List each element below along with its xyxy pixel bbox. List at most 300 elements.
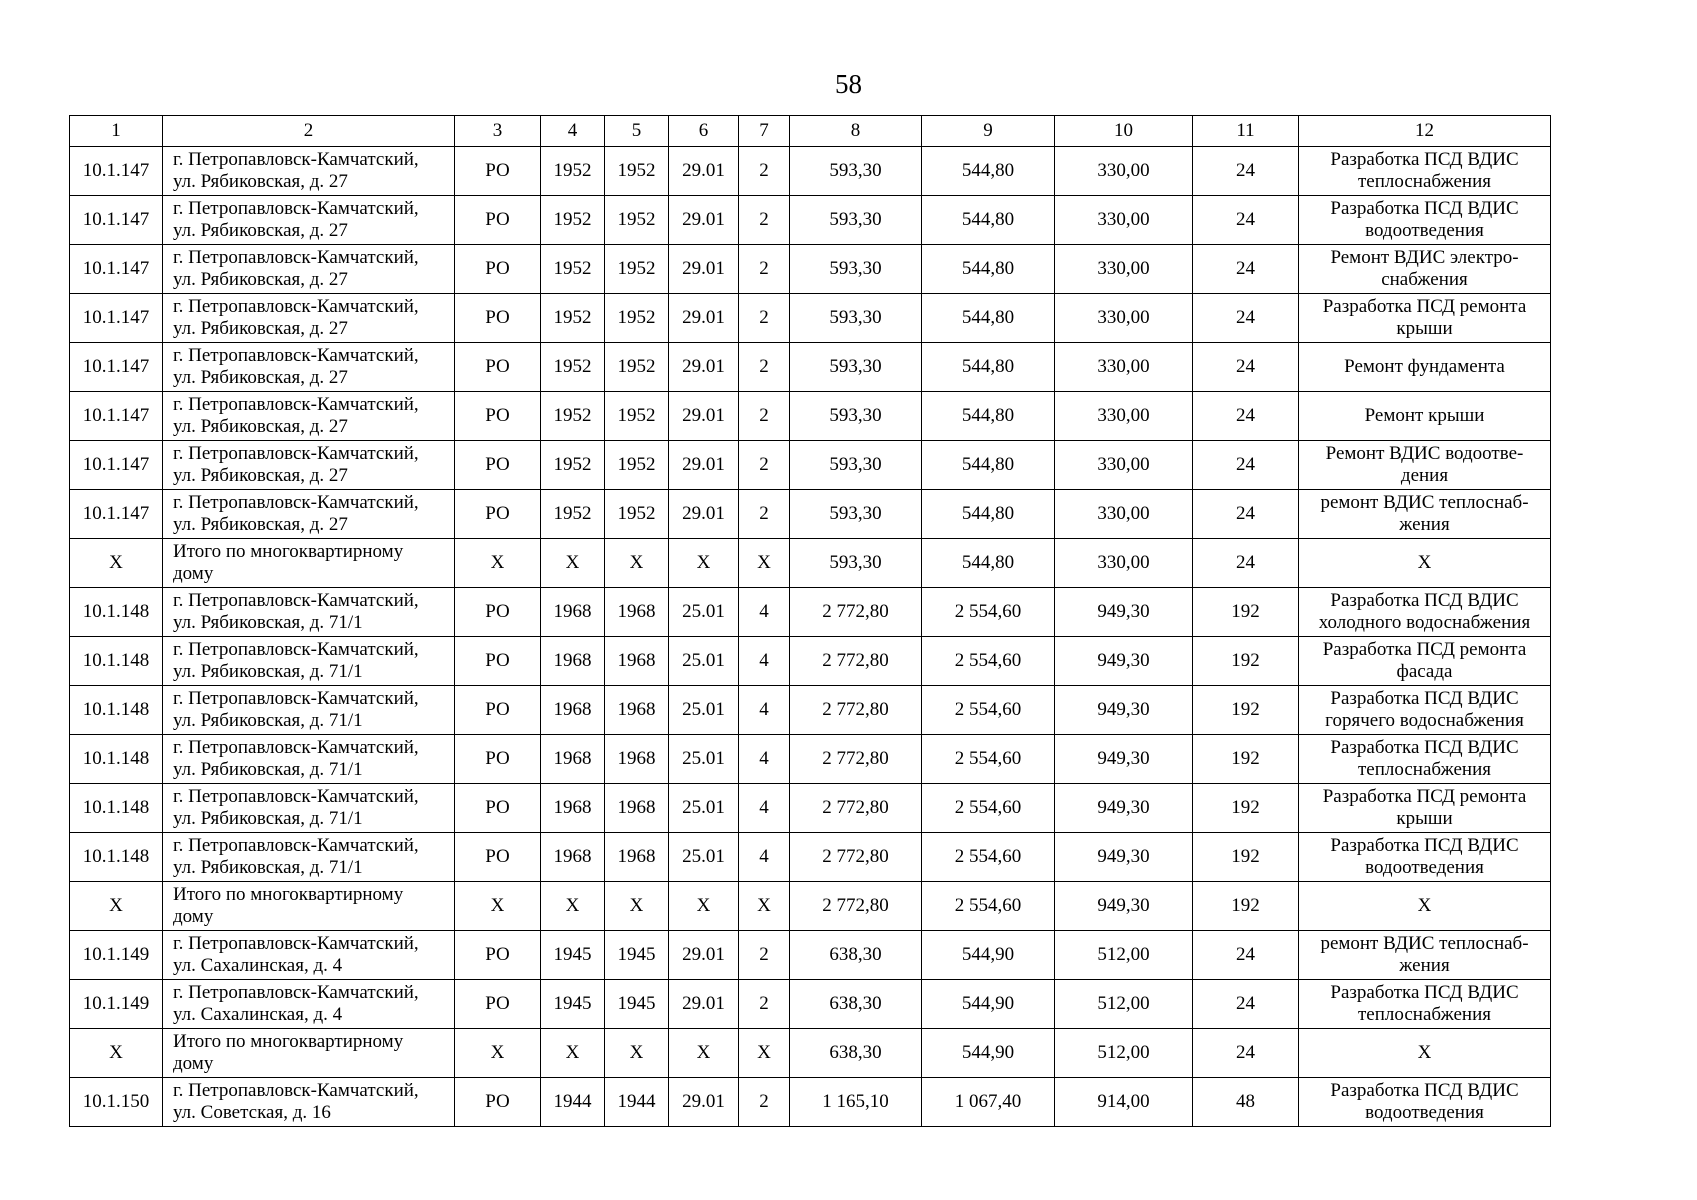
- wall-material-cell: Х: [669, 1029, 739, 1078]
- row-number-cell: 10.1.147: [70, 147, 163, 196]
- row-number-cell: 10.1.147: [70, 441, 163, 490]
- cell-line: снабжения: [1381, 269, 1468, 290]
- year-commissioned-cell: 1968: [605, 735, 669, 784]
- total-area-cell: 593,30: [790, 343, 922, 392]
- cell-line: г. Петропавловск-Камчатский,: [173, 1080, 419, 1101]
- residents-cell: 24: [1193, 245, 1299, 294]
- cell-line: г. Петропавловск-Камчатский,: [173, 492, 419, 513]
- cell-line: Итого по многоквартирному: [173, 884, 404, 905]
- year-built-cell: 1968: [541, 686, 605, 735]
- address-cell: [163, 294, 455, 343]
- cell-line: г. Петропавловск-Камчатский,: [173, 982, 419, 1003]
- residents-cell: 192: [1193, 833, 1299, 882]
- year-built-cell: 1952: [541, 490, 605, 539]
- ownership-cell: Х: [455, 1029, 541, 1078]
- residents-cell: 192: [1193, 784, 1299, 833]
- year-commissioned-cell: 1952: [605, 343, 669, 392]
- residents-cell: 24: [1193, 343, 1299, 392]
- living-area-cell: 2 554,60: [922, 637, 1055, 686]
- cell-line: г. Петропавловск-Камчатский,: [173, 737, 419, 758]
- column-header: 5: [605, 116, 669, 147]
- living-area-cell: 2 554,60: [922, 588, 1055, 637]
- residents-cell: 192: [1193, 686, 1299, 735]
- living-area-cell: 544,90: [922, 1029, 1055, 1078]
- total-area-cell: 593,30: [790, 441, 922, 490]
- address-cell: [163, 147, 455, 196]
- total-area-cell: 1 165,10: [790, 1078, 922, 1127]
- year-built-cell: 1968: [541, 735, 605, 784]
- wall-material-cell: 25.01: [669, 686, 739, 735]
- table-row: [70, 490, 1551, 539]
- residential-area-cell: 330,00: [1055, 441, 1193, 490]
- residential-area-cell: 949,30: [1055, 686, 1193, 735]
- floors-cell: 4: [739, 784, 790, 833]
- row-number-cell: 10.1.149: [70, 931, 163, 980]
- total-area-cell: 638,30: [790, 980, 922, 1029]
- row-number-cell: 10.1.148: [70, 735, 163, 784]
- floors-cell: 2: [739, 441, 790, 490]
- cell-line: г. Петропавловск-Камчатский,: [173, 786, 419, 807]
- wall-material-cell: Х: [669, 882, 739, 931]
- row-number-cell: 10.1.148: [70, 588, 163, 637]
- residential-area-cell: 914,00: [1055, 1078, 1193, 1127]
- year-commissioned-cell: Х: [605, 882, 669, 931]
- work-type-cell: [1299, 392, 1551, 441]
- total-area-cell: 593,30: [790, 392, 922, 441]
- year-commissioned-cell: 1968: [605, 686, 669, 735]
- table-row: [70, 392, 1551, 441]
- living-area-cell: 2 554,60: [922, 882, 1055, 931]
- floors-cell: 2: [739, 490, 790, 539]
- work-type-cell: [1299, 784, 1551, 833]
- cell-line: Разработка ПСД ремонта: [1322, 296, 1527, 317]
- address-cell: [163, 196, 455, 245]
- year-commissioned-cell: 1968: [605, 784, 669, 833]
- table-row: [70, 686, 1551, 735]
- cell-line: Х: [1417, 1042, 1432, 1063]
- year-built-cell: 1945: [541, 980, 605, 1029]
- row-number-cell: 10.1.147: [70, 392, 163, 441]
- year-built-cell: 1944: [541, 1078, 605, 1127]
- year-commissioned-cell: Х: [605, 539, 669, 588]
- residential-area-cell: 512,00: [1055, 1029, 1193, 1078]
- floors-cell: 4: [739, 637, 790, 686]
- cell-line: Разработка ПСД ВДИС: [1330, 198, 1519, 219]
- row-number-cell: 10.1.148: [70, 833, 163, 882]
- column-header: 10: [1055, 116, 1193, 147]
- table-row: [70, 588, 1551, 637]
- cell-line: ул. Рябиковская, д. 71/1: [173, 710, 363, 731]
- address-cell: [163, 784, 455, 833]
- cell-line: г. Петропавловск-Камчатский,: [173, 590, 419, 611]
- residents-cell: 24: [1193, 539, 1299, 588]
- cell-line: ул. Рябиковская, д. 27: [173, 514, 348, 535]
- column-header: 8: [790, 116, 922, 147]
- year-built-cell: Х: [541, 1029, 605, 1078]
- residents-cell: 192: [1193, 588, 1299, 637]
- cell-line: Разработка ПСД ВДИС: [1330, 590, 1519, 611]
- column-header: 6: [669, 116, 739, 147]
- cell-line: ул. Рябиковская, д. 27: [173, 367, 348, 388]
- cell-line: Разработка ПСД ВДИС: [1330, 688, 1519, 709]
- ownership-cell: РО: [455, 441, 541, 490]
- floors-cell: Х: [739, 1029, 790, 1078]
- living-area-cell: 544,80: [922, 539, 1055, 588]
- cell-line: Разработка ПСД ВДИС: [1330, 982, 1519, 1003]
- year-commissioned-cell: 1952: [605, 441, 669, 490]
- table-row: [70, 147, 1551, 196]
- column-header: 7: [739, 116, 790, 147]
- cell-line: г. Петропавловск-Камчатский,: [173, 198, 419, 219]
- total-area-cell: 2 772,80: [790, 588, 922, 637]
- row-number-cell: 10.1.147: [70, 343, 163, 392]
- wall-material-cell: 29.01: [669, 147, 739, 196]
- wall-material-cell: 29.01: [669, 294, 739, 343]
- address-cell: [163, 245, 455, 294]
- cell-line: Ремонт ВДИС электро-: [1330, 247, 1519, 268]
- year-built-cell: 1952: [541, 245, 605, 294]
- work-type-cell: [1299, 588, 1551, 637]
- cell-line: ул. Рябиковская, д. 71/1: [173, 808, 363, 829]
- residential-area-cell: 330,00: [1055, 196, 1193, 245]
- cell-line: г. Петропавловск-Камчатский,: [173, 345, 419, 366]
- residential-area-cell: 330,00: [1055, 147, 1193, 196]
- ownership-cell: РО: [455, 686, 541, 735]
- living-area-cell: 544,80: [922, 147, 1055, 196]
- year-commissioned-cell: 1968: [605, 588, 669, 637]
- residential-area-cell: 330,00: [1055, 539, 1193, 588]
- cell-line: холодного водоснабжения: [1318, 612, 1531, 633]
- ownership-cell: РО: [455, 833, 541, 882]
- ownership-cell: РО: [455, 931, 541, 980]
- page-number: 58: [835, 69, 862, 99]
- year-commissioned-cell: 1952: [605, 147, 669, 196]
- wall-material-cell: 25.01: [669, 637, 739, 686]
- cell-line: ул. Сахалинская, д. 4: [173, 955, 343, 976]
- living-area-cell: 2 554,60: [922, 686, 1055, 735]
- work-type-cell: [1299, 245, 1551, 294]
- wall-material-cell: 29.01: [669, 343, 739, 392]
- row-number-cell: 10.1.150: [70, 1078, 163, 1127]
- cell-line: жения: [1399, 514, 1450, 535]
- cell-line: ул. Рябиковская, д. 71/1: [173, 661, 363, 682]
- cell-line: водоотведения: [1365, 857, 1484, 878]
- table-row: [70, 637, 1551, 686]
- floors-cell: 2: [739, 343, 790, 392]
- cell-line: Ремонт ВДИС водоотве-: [1325, 443, 1524, 464]
- total-area-cell: 593,30: [790, 294, 922, 343]
- cell-line: Х: [1417, 552, 1432, 573]
- year-built-cell: 1968: [541, 637, 605, 686]
- floors-cell: 4: [739, 588, 790, 637]
- living-area-cell: 544,80: [922, 441, 1055, 490]
- address-cell: [163, 588, 455, 637]
- ownership-cell: РО: [455, 490, 541, 539]
- wall-material-cell: 29.01: [669, 931, 739, 980]
- year-built-cell: 1968: [541, 588, 605, 637]
- table-row: [70, 1078, 1551, 1127]
- cell-line: г. Петропавловск-Камчатский,: [173, 296, 419, 317]
- residential-area-cell: 330,00: [1055, 490, 1193, 539]
- table-row: [70, 196, 1551, 245]
- wall-material-cell: Х: [669, 539, 739, 588]
- floors-cell: 2: [739, 294, 790, 343]
- residents-cell: 24: [1193, 931, 1299, 980]
- ownership-cell: РО: [455, 588, 541, 637]
- cell-line: ул. Сахалинская, д. 4: [173, 1004, 343, 1025]
- cell-line: дения: [1400, 465, 1449, 486]
- work-type-cell: [1299, 294, 1551, 343]
- cell-line: Разработка ПСД ВДИС: [1330, 1080, 1519, 1101]
- column-header: 12: [1299, 116, 1551, 147]
- floors-cell: 4: [739, 686, 790, 735]
- work-type-cell: [1299, 882, 1551, 931]
- wall-material-cell: 29.01: [669, 490, 739, 539]
- work-type-cell: [1299, 637, 1551, 686]
- address-cell: [163, 686, 455, 735]
- year-built-cell: 1952: [541, 392, 605, 441]
- work-type-cell: [1299, 980, 1551, 1029]
- cell-line: Итого по многоквартирному: [173, 1031, 404, 1052]
- wall-material-cell: 29.01: [669, 196, 739, 245]
- table-row: [70, 833, 1551, 882]
- residents-cell: 192: [1193, 735, 1299, 784]
- data-table: [69, 115, 1551, 1127]
- residential-area-cell: 949,30: [1055, 735, 1193, 784]
- address-cell: [163, 637, 455, 686]
- living-area-cell: 544,80: [922, 196, 1055, 245]
- year-commissioned-cell: Х: [605, 1029, 669, 1078]
- table-row: [70, 1029, 1551, 1078]
- cell-line: ремонт ВДИС теплоснаб-: [1320, 933, 1529, 954]
- residents-cell: 24: [1193, 196, 1299, 245]
- ownership-cell: РО: [455, 294, 541, 343]
- year-commissioned-cell: 1952: [605, 294, 669, 343]
- residents-cell: 192: [1193, 882, 1299, 931]
- work-type-cell: [1299, 539, 1551, 588]
- residential-area-cell: 949,30: [1055, 833, 1193, 882]
- row-number-cell: Х: [70, 1029, 163, 1078]
- table-row: [70, 882, 1551, 931]
- work-type-cell: [1299, 1078, 1551, 1127]
- floors-cell: Х: [739, 539, 790, 588]
- wall-material-cell: 29.01: [669, 1078, 739, 1127]
- table-row: [70, 245, 1551, 294]
- wall-material-cell: 25.01: [669, 588, 739, 637]
- wall-material-cell: 29.01: [669, 980, 739, 1029]
- table-row: [70, 441, 1551, 490]
- address-cell: [163, 833, 455, 882]
- residential-area-cell: 330,00: [1055, 294, 1193, 343]
- total-area-cell: 2 772,80: [790, 637, 922, 686]
- total-area-cell: 593,30: [790, 245, 922, 294]
- floors-cell: 4: [739, 833, 790, 882]
- work-type-cell: [1299, 343, 1551, 392]
- total-area-cell: 593,30: [790, 196, 922, 245]
- column-header: 3: [455, 116, 541, 147]
- table-header-row: [70, 116, 1551, 147]
- year-commissioned-cell: 1945: [605, 931, 669, 980]
- cell-line: ремонт ВДИС теплоснаб-: [1320, 492, 1529, 513]
- column-header: 11: [1193, 116, 1299, 147]
- cell-line: ул. Рябиковская, д. 27: [173, 416, 348, 437]
- total-area-cell: 593,30: [790, 490, 922, 539]
- living-area-cell: 2 554,60: [922, 833, 1055, 882]
- cell-line: Разработка ПСД ВДИС: [1330, 149, 1519, 170]
- cell-line: г. Петропавловск-Камчатский,: [173, 933, 419, 954]
- ownership-cell: РО: [455, 1078, 541, 1127]
- total-area-cell: 2 772,80: [790, 882, 922, 931]
- year-commissioned-cell: 1952: [605, 196, 669, 245]
- row-number-cell: 10.1.148: [70, 784, 163, 833]
- cell-line: г. Петропавловск-Камчатский,: [173, 394, 419, 415]
- cell-line: ул. Рябиковская, д. 71/1: [173, 857, 363, 878]
- cell-line: крыши: [1396, 808, 1453, 829]
- total-area-cell: 2 772,80: [790, 735, 922, 784]
- cell-line: дому: [173, 906, 214, 927]
- residents-cell: 192: [1193, 637, 1299, 686]
- floors-cell: 2: [739, 931, 790, 980]
- work-type-cell: [1299, 931, 1551, 980]
- table-row: [70, 784, 1551, 833]
- living-area-cell: 2 554,60: [922, 735, 1055, 784]
- living-area-cell: 544,80: [922, 294, 1055, 343]
- living-area-cell: 544,90: [922, 931, 1055, 980]
- cell-line: г. Петропавловск-Камчатский,: [173, 443, 419, 464]
- floors-cell: 2: [739, 980, 790, 1029]
- total-area-cell: 593,30: [790, 147, 922, 196]
- residential-area-cell: 330,00: [1055, 392, 1193, 441]
- cell-line: горячего водоснабжения: [1325, 710, 1524, 731]
- row-number-cell: 10.1.147: [70, 490, 163, 539]
- cell-line: теплоснабжения: [1358, 759, 1491, 780]
- residential-area-cell: 949,30: [1055, 784, 1193, 833]
- column-header: 2: [163, 116, 455, 147]
- work-type-cell: [1299, 196, 1551, 245]
- table-row: [70, 539, 1551, 588]
- floors-cell: 2: [739, 147, 790, 196]
- year-built-cell: 1952: [541, 147, 605, 196]
- wall-material-cell: 25.01: [669, 735, 739, 784]
- address-cell: [163, 1078, 455, 1127]
- residential-area-cell: 512,00: [1055, 980, 1193, 1029]
- residential-area-cell: 512,00: [1055, 931, 1193, 980]
- ownership-cell: РО: [455, 196, 541, 245]
- cell-line: ул. Рябиковская, д. 27: [173, 269, 348, 290]
- work-type-cell: [1299, 441, 1551, 490]
- residential-area-cell: 330,00: [1055, 245, 1193, 294]
- wall-material-cell: 25.01: [669, 784, 739, 833]
- table-row: [70, 343, 1551, 392]
- year-commissioned-cell: 1952: [605, 245, 669, 294]
- row-number-cell: Х: [70, 539, 163, 588]
- living-area-cell: 544,80: [922, 343, 1055, 392]
- wall-material-cell: 29.01: [669, 441, 739, 490]
- residents-cell: 24: [1193, 980, 1299, 1029]
- floors-cell: 2: [739, 245, 790, 294]
- cell-line: Разработка ПСД ремонта: [1322, 786, 1527, 807]
- cell-line: Итого по многоквартирному: [173, 541, 404, 562]
- year-built-cell: 1952: [541, 441, 605, 490]
- living-area-cell: 2 554,60: [922, 784, 1055, 833]
- cell-line: ул. Рябиковская, д. 27: [173, 318, 348, 339]
- residents-cell: 24: [1193, 490, 1299, 539]
- year-commissioned-cell: 1968: [605, 833, 669, 882]
- cell-line: г. Петропавловск-Камчатский,: [173, 688, 419, 709]
- total-area-cell: 638,30: [790, 931, 922, 980]
- cell-line: теплоснабжения: [1358, 171, 1491, 192]
- table-row: [70, 735, 1551, 784]
- work-type-cell: [1299, 490, 1551, 539]
- ownership-cell: Х: [455, 539, 541, 588]
- cell-line: Ремонт фундамента: [1344, 356, 1505, 377]
- residents-cell: 24: [1193, 392, 1299, 441]
- cell-line: Ремонт крыши: [1364, 405, 1485, 426]
- residents-cell: 24: [1193, 441, 1299, 490]
- row-number-cell: 10.1.149: [70, 980, 163, 1029]
- floors-cell: 2: [739, 1078, 790, 1127]
- cell-line: водоотведения: [1365, 1102, 1484, 1123]
- ownership-cell: РО: [455, 784, 541, 833]
- cell-line: ул. Рябиковская, д. 27: [173, 465, 348, 486]
- address-cell: [163, 882, 455, 931]
- cell-line: фасада: [1396, 661, 1453, 682]
- address-cell: [163, 490, 455, 539]
- year-built-cell: 1952: [541, 343, 605, 392]
- column-header: 4: [541, 116, 605, 147]
- cell-line: Разработка ПСД ремонта: [1322, 639, 1527, 660]
- cell-line: ул. Рябиковская, д. 27: [173, 220, 348, 241]
- residential-area-cell: 949,30: [1055, 882, 1193, 931]
- row-number-cell: Х: [70, 882, 163, 931]
- cell-line: г. Петропавловск-Камчатский,: [173, 639, 419, 660]
- cell-line: дому: [173, 563, 214, 584]
- total-area-cell: 593,30: [790, 539, 922, 588]
- residents-cell: 24: [1193, 294, 1299, 343]
- work-type-cell: [1299, 735, 1551, 784]
- year-built-cell: Х: [541, 539, 605, 588]
- row-number-cell: 10.1.147: [70, 196, 163, 245]
- cell-line: крыши: [1396, 318, 1453, 339]
- table-row: [70, 931, 1551, 980]
- year-built-cell: Х: [541, 882, 605, 931]
- cell-line: Разработка ПСД ВДИС: [1330, 835, 1519, 856]
- living-area-cell: 544,90: [922, 980, 1055, 1029]
- cell-line: г. Петропавловск-Камчатский,: [173, 149, 419, 170]
- cell-line: г. Петропавловск-Камчатский,: [173, 247, 419, 268]
- address-cell: [163, 980, 455, 1029]
- address-cell: [163, 931, 455, 980]
- cell-line: водоотведения: [1365, 220, 1484, 241]
- floors-cell: 4: [739, 735, 790, 784]
- residents-cell: 48: [1193, 1078, 1299, 1127]
- cell-line: Х: [1417, 895, 1432, 916]
- column-header: 1: [70, 116, 163, 147]
- total-area-cell: 2 772,80: [790, 686, 922, 735]
- year-commissioned-cell: 1952: [605, 490, 669, 539]
- year-commissioned-cell: 1944: [605, 1078, 669, 1127]
- ownership-cell: РО: [455, 735, 541, 784]
- cell-line: ул. Рябиковская, д. 71/1: [173, 759, 363, 780]
- year-commissioned-cell: 1968: [605, 637, 669, 686]
- ownership-cell: РО: [455, 245, 541, 294]
- cell-line: ул. Рябиковская, д. 27: [173, 171, 348, 192]
- year-commissioned-cell: 1952: [605, 392, 669, 441]
- address-cell: [163, 441, 455, 490]
- residential-area-cell: 330,00: [1055, 343, 1193, 392]
- total-area-cell: 638,30: [790, 1029, 922, 1078]
- row-number-cell: 10.1.147: [70, 294, 163, 343]
